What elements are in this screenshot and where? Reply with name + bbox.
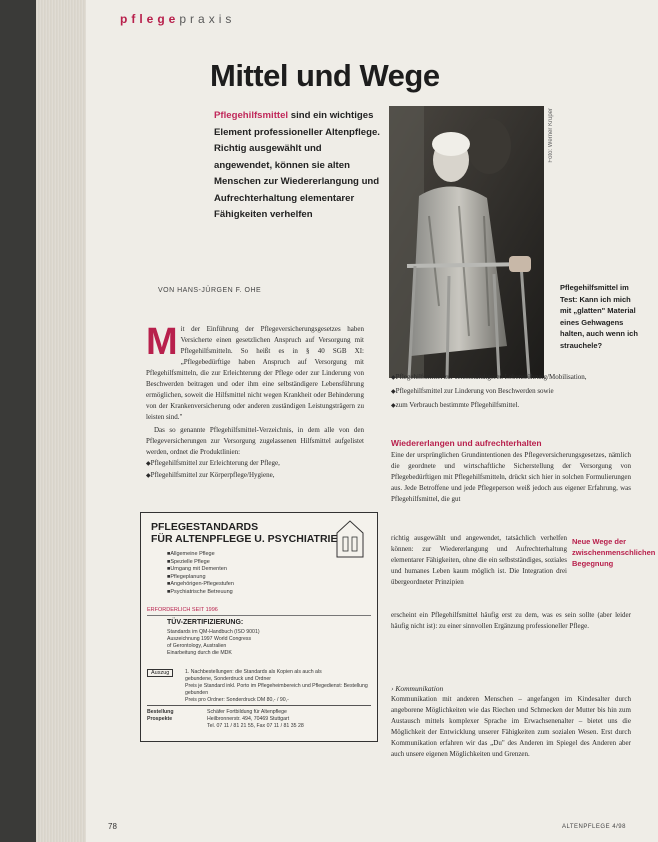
ad-tuv-heading: TÜV-ZERTIFIZIERUNG:: [167, 619, 244, 626]
photo-illustration: [389, 106, 544, 378]
advertisement: [140, 512, 378, 742]
col2-paragraph-2: richtig ausgewählt und angewendet, tatsächlich verhelfen können: zur Wiedererlangung und Aufrechterhaltung elementarer Fähigkeiten, ohne die ein selbstständiges, soziales und humanes Leben kaum möglich ist. Die Integration drei übergeordneter Prinzipien: [391, 534, 567, 586]
photo-credit: Foto: Werner Krüper: [548, 108, 554, 163]
col2-bullet-list: [391, 372, 631, 414]
column-1: [146, 321, 364, 482]
byline: VON HANS-JÜRGEN F. OHE: [158, 287, 262, 294]
ad-title-line-1: PFLEGESTANDARDS: [151, 521, 259, 533]
col2-bullet-2: ◆ Pflegehilfsmittel zur Linderung von Beschwerden sowie: [391, 386, 631, 398]
ad-tuv-line: Standards im QM-Handbuch (ISO 9001): [167, 629, 260, 635]
ad-order-line: Preis pro Ordner: Sonderdruck DM 80,- / 90,-: [185, 697, 289, 703]
section-subhead: Wiedererlangen und aufrechterhalten: [391, 438, 542, 448]
photo-caption: Pflegehilfsmittel im Test: Kann ich mich mit „glatten" Material eines Gehwagens halten, auch wenn ich strauchele?: [560, 283, 638, 350]
section-header: [120, 12, 235, 26]
ad-feature: ■ Spezielle Pflege: [167, 559, 234, 567]
ad-feature: ■ Umgang mit Dementen: [167, 566, 234, 574]
ad-contact-line: Schäfer Fortbildung für Altenpflege: [207, 709, 287, 715]
page-edge-stack: [36, 0, 86, 842]
ad-feature-list: [167, 551, 234, 596]
binder-icon: [335, 519, 365, 559]
page-number: 78: [108, 822, 117, 831]
lede-highlight: Pflegehilfsmittel: [214, 110, 289, 121]
ad-contact: [207, 709, 373, 730]
col1-paragraph-2: Das so genannte Pflegehilfsmittel-Verzeichnis, in dem alle von den Pflegeversicherungen zur Versorgung zugelassenen Hilfsmittel aufgelistet werden, ordnet die Produktlinien:: [146, 426, 364, 456]
ad-contact-line: Tel. 07 11 / 81 21 55, Fax 07 11 / 81 35 28: [207, 723, 304, 729]
ad-title: [151, 521, 337, 545]
small-subhead: › Kommunikation: [391, 684, 444, 693]
col1-bullet-2: ◆ Pflegehilfsmittel zur Körperpflege/Hygiene,: [146, 470, 364, 482]
col2-paragraph-1: Eine der ursprünglichen Grundintentionen des Pflegeversicherungsgesetzes, nämlich die geordnete und wirtschaftliche Sicherstellung der Versorgung von Pflegebedürftigen mit Pflegehilfsmitteln, drückt sich hier in solchen Formulierungen aus. Jede Betroffene und jede Pflegeperson weiß jedoch aus eigener Erfahrung, was Pflegehilfsmittel, die gut: [391, 451, 631, 503]
header-part2: praxis: [179, 12, 236, 26]
col1-bullet-1: ◆ Pflegehilfsmittel zur Erleichterung der Pflege,: [146, 458, 364, 470]
ad-order-line: 1. Nachbestellungen: die Standards als Kopien als auch als: [185, 669, 322, 675]
col1-paragraph-1: it der Einführung der Pflegeversicherungsgesetzes haben Versicherte einen gesetzlichen Anspruch auf Versorgung mit Pflegehilfsmitteln. So heißt es in § 40 SGB XI: „Pflegebedürftige haben Anspruch auf Versorgung mit Pflegehilfsmitteln, die zur Erleichterung der Pflege oder zur Linderung von Beschwerden beitragen und oder ihm eine selbständigere Lebensführung ermöglichen, soweit die Hilfsmittel nicht wegen Krankheit oder Behinderung von der Krankenversicherung oder anderen zuständigen Leistungsträgern zu leisten sind.": [146, 325, 364, 421]
ad-contact-line: Heilbronnerstr. 494, 70469 Stuttgart: [207, 716, 290, 722]
ad-tuv-line: Auszeichnung 1997 World Congress: [167, 636, 252, 642]
ad-feature: ■ Pflegeplanung: [167, 574, 234, 582]
issue-label: ALTENPFLEGE 4/98: [562, 824, 626, 830]
ad-box-label: Auszug: [147, 669, 173, 677]
lede: [214, 108, 382, 224]
magazine-page: [86, 0, 658, 842]
pull-quote: Neue Wege der zwischenmenschlichen Begegnung: [572, 537, 656, 568]
ad-title-line-2: FÜR ALTENPFLEGE U. PSYCHIATRIE: [151, 533, 338, 545]
col2-bullet-1: ◆ Pflegehilfsmittel zur selbstständigeren Lebensführung/Mobilisation,: [391, 372, 631, 384]
ad-tuv-details: [167, 629, 260, 657]
header-part1: pflege: [120, 12, 180, 26]
ad-feature: ■ Allgemeine Pflege: [167, 551, 234, 559]
ad-order-line: Preis je Standard inkl. Porto im Pflegeheimbereich und Pflegedienst: Bestellung gebunden: [185, 683, 368, 696]
ad-feature: ■ Angehörigen-Pflegestufen: [167, 581, 234, 589]
col2-paragraph-4: Kommunikation mit anderen Menschen – angefangen im Kindesalter durch angeborene Möglichkeiten wie das Riechen und Schmecken der Mutter bis hin zum Austausch mittels komplexer Sprache im Erwachsenenalter – bietet uns die Möglichkeit der Entwicklung unserer Fähigkeiten zum sozialen Wesen. Erst durch Kommunikation erfahren wir das „Du" des Anderen im Spiegel des Anderen aber auch unsere eigenen Möglichkeiten und Grenzen.: [391, 695, 631, 758]
ad-tuv-line: Einarbeitung durch die MDK: [167, 650, 232, 656]
ad-order-line: gebundene, Sonderdruck und Ordner: [185, 676, 271, 682]
ad-divider: [147, 615, 371, 616]
ad-tuv-line: of Gerontology, Australien: [167, 643, 227, 649]
lede-text: sind ein wichtiges Element professioneller Altenpflege. Richtig ausgewählt und angewendet, können sie alten Menschen zur Wiedererlangung und Aufrechterhaltung elementarer Fähigkeiten verhelfen: [214, 110, 380, 220]
ad-order-info: [185, 669, 371, 704]
drop-cap: M: [146, 321, 178, 363]
ad-feature: ■ Psychiatrische Betreuung: [167, 589, 234, 597]
article-photo: [389, 106, 544, 378]
ad-contact-label: Bestellung Prospekte: [147, 709, 174, 722]
article-title: Mittel und Wege: [210, 58, 440, 93]
col2-bullet-3: ◆ zum Verbrauch bestimmte Pflegehilfsmittel.: [391, 400, 631, 412]
ad-bottom-divider: [147, 705, 371, 706]
col2-paragraph-3: erscheint ein Pflegehilfsmittel häufig erst zu dem, was es sein sollte (aber leider häufig nicht ist): zu einer sinnvollen Ergänzung professioneller Pflege.: [391, 611, 631, 630]
ad-red-note: ERFORDERLICH SEIT 1996: [147, 607, 218, 613]
